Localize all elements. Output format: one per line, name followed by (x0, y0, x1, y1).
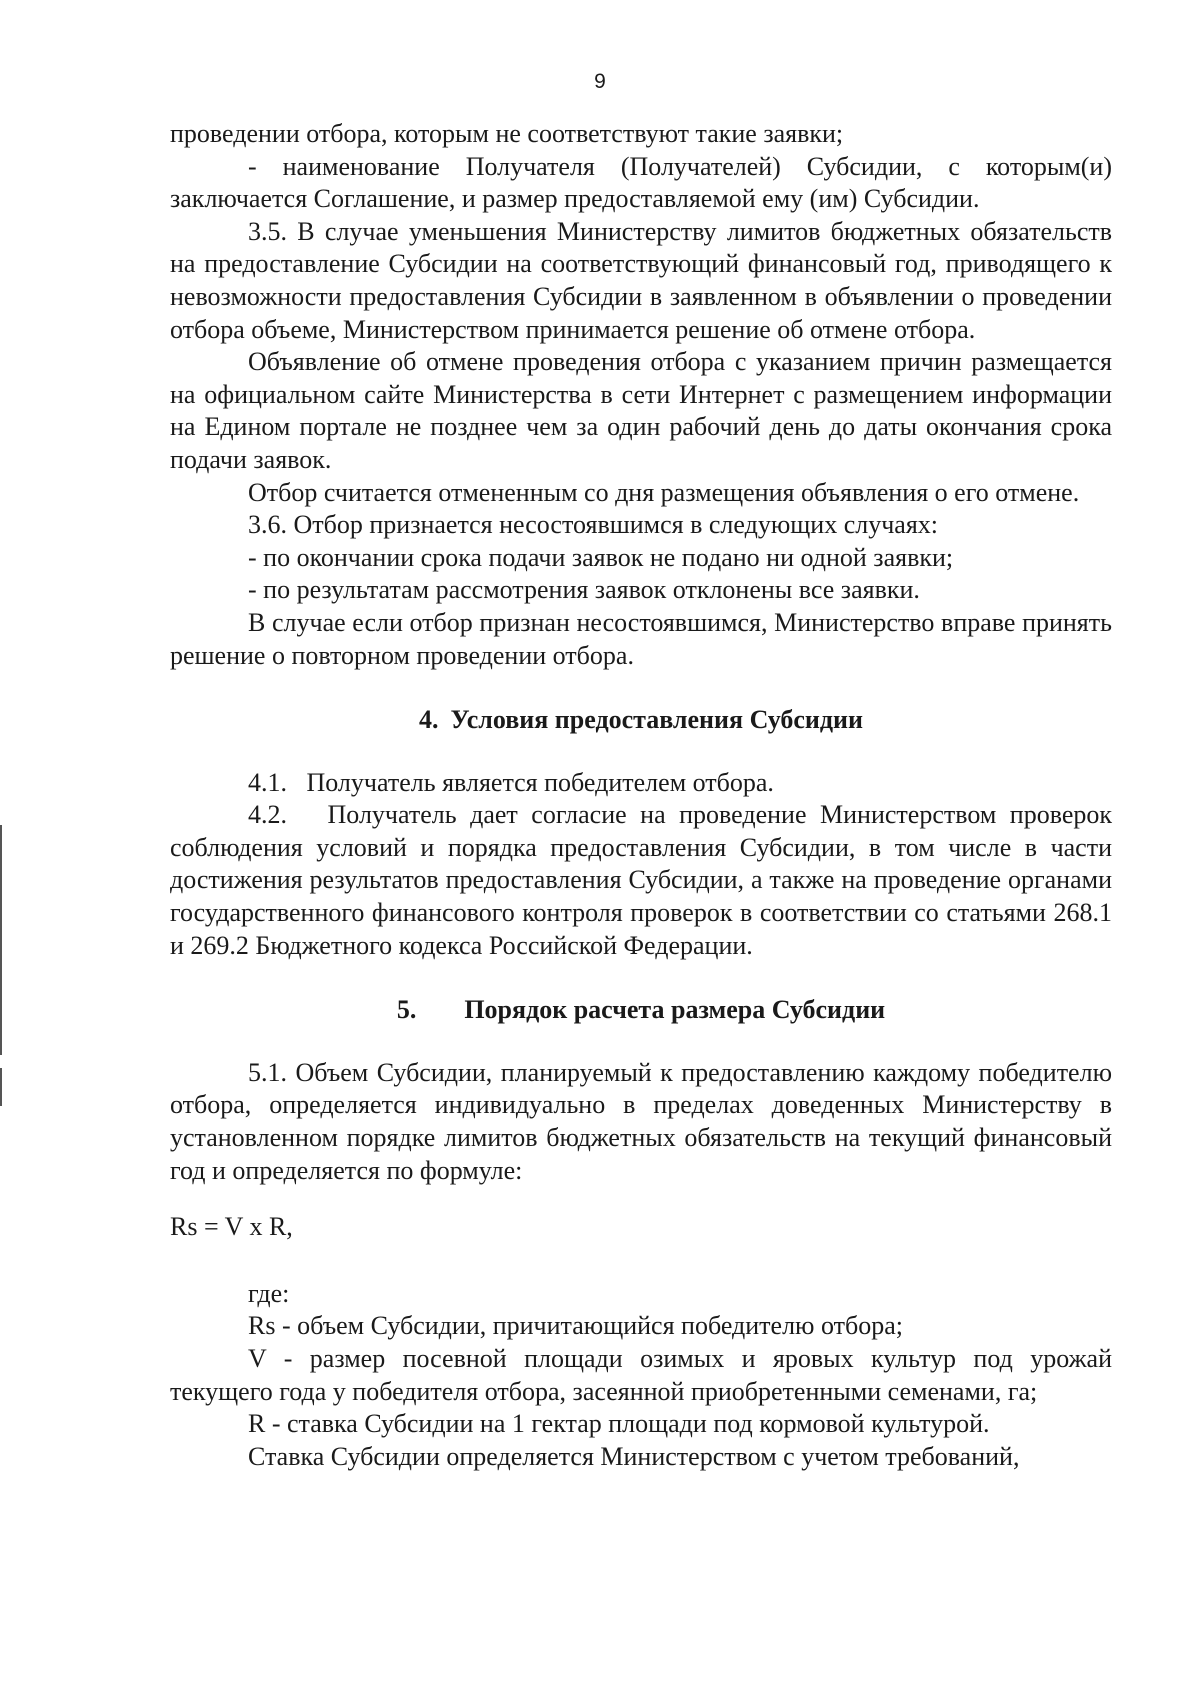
scan-edge-mark (0, 1068, 2, 1106)
section-title: Порядок расчета размера Субсидии (464, 995, 886, 1025)
paragraph: 3.5. В случае уменьшения Министерству лимитов бюджетных обязательств на предоставление Субсидии на соответствующий финансовый год, приводящего к невозможности предоставления Субсидии в заявленном в объявлении о проведении отбора объеме, Министерством принимается решение об отмене отбора. (170, 216, 1112, 344)
page-number: 9 (594, 70, 606, 93)
paragraph: Отбор считается отмененным со дня размещения объявления о его отмене. (248, 477, 1080, 507)
document-body (170, 118, 1119, 1473)
paragraph: - по результатам рассмотрения заявок отклонены все заявки. (248, 575, 920, 605)
section-number: 5. (396, 995, 417, 1025)
paragraph: Объявление об отмене проведения отбора с указанием причин размещается на официальном сайте Министерства в сети Интернет с размещением информации на Едином портале не позднее чем за один рабочий день до даты окончания срока подачи заявок. (170, 347, 1112, 474)
paragraph: Ставка Субсидии определяется Министерством с учетом требований, (248, 1441, 1020, 1471)
paragraph: В случае если отбор признан несостоявшимся, Министерство вправе принять решение о повторном проведении отбора. (170, 607, 1112, 670)
paragraph: R - ставка Субсидии на 1 гектар площади под кормовой культурой. (248, 1409, 990, 1439)
paragraph: V - размер посевной площади озимых и яровых культур под урожай текущего года у победителя отбора, засеянной приобретенными семенами, га; (170, 1344, 1112, 1406)
section-title: Условия предоставления Субсидии (450, 705, 864, 735)
paragraph: проведении отбора, которым не соответствуют такие заявки; (170, 119, 844, 148)
paragraph: - по окончании срока подачи заявок не подано ни одной заявки; (248, 542, 954, 572)
section-number: 4. (418, 705, 439, 735)
paragraph: 4.2. Получатель дает согласие на проведение Министерством проверок соблюдения условий и порядка предоставления Субсидии, в том числе в части достижения результатов предоставления Субсидии, а также на проведение органами государственного финансового контроля проверок в соответствии со статьями 268.1 и 269.2 Бюджетного кодекса Российской Федерации. (170, 800, 1119, 960)
paragraph: 4.1. Получатель является победителем отбора. (248, 767, 774, 797)
formula: Rs = V x R, (170, 1212, 293, 1242)
paragraph: 5.1. Объем Субсидии, планируемый к предоставлению каждому победителю отбора, определяется индивидуально в пределах доведенных Министерству в установленном порядке лимитов бюджетных обязательств на текущий финансовый год и определяется по формуле: (170, 1057, 1112, 1185)
paragraph: где: (248, 1278, 290, 1308)
scan-edge-mark (0, 825, 2, 1055)
section-heading (170, 704, 1112, 737)
paragraph: 3.6. Отбор признается несостоявшимся в следующих случаях: (248, 510, 939, 540)
paragraph: Rs - объем Субсидии, причитающийся победителю отбора; (248, 1311, 903, 1341)
section-heading (170, 994, 1112, 1027)
paragraph: - наименование Получателя (Получателей) Субсидии, с которым(и) заключается Соглашение, и размер предоставляемой ему (им) Субсидии. (170, 151, 1112, 214)
